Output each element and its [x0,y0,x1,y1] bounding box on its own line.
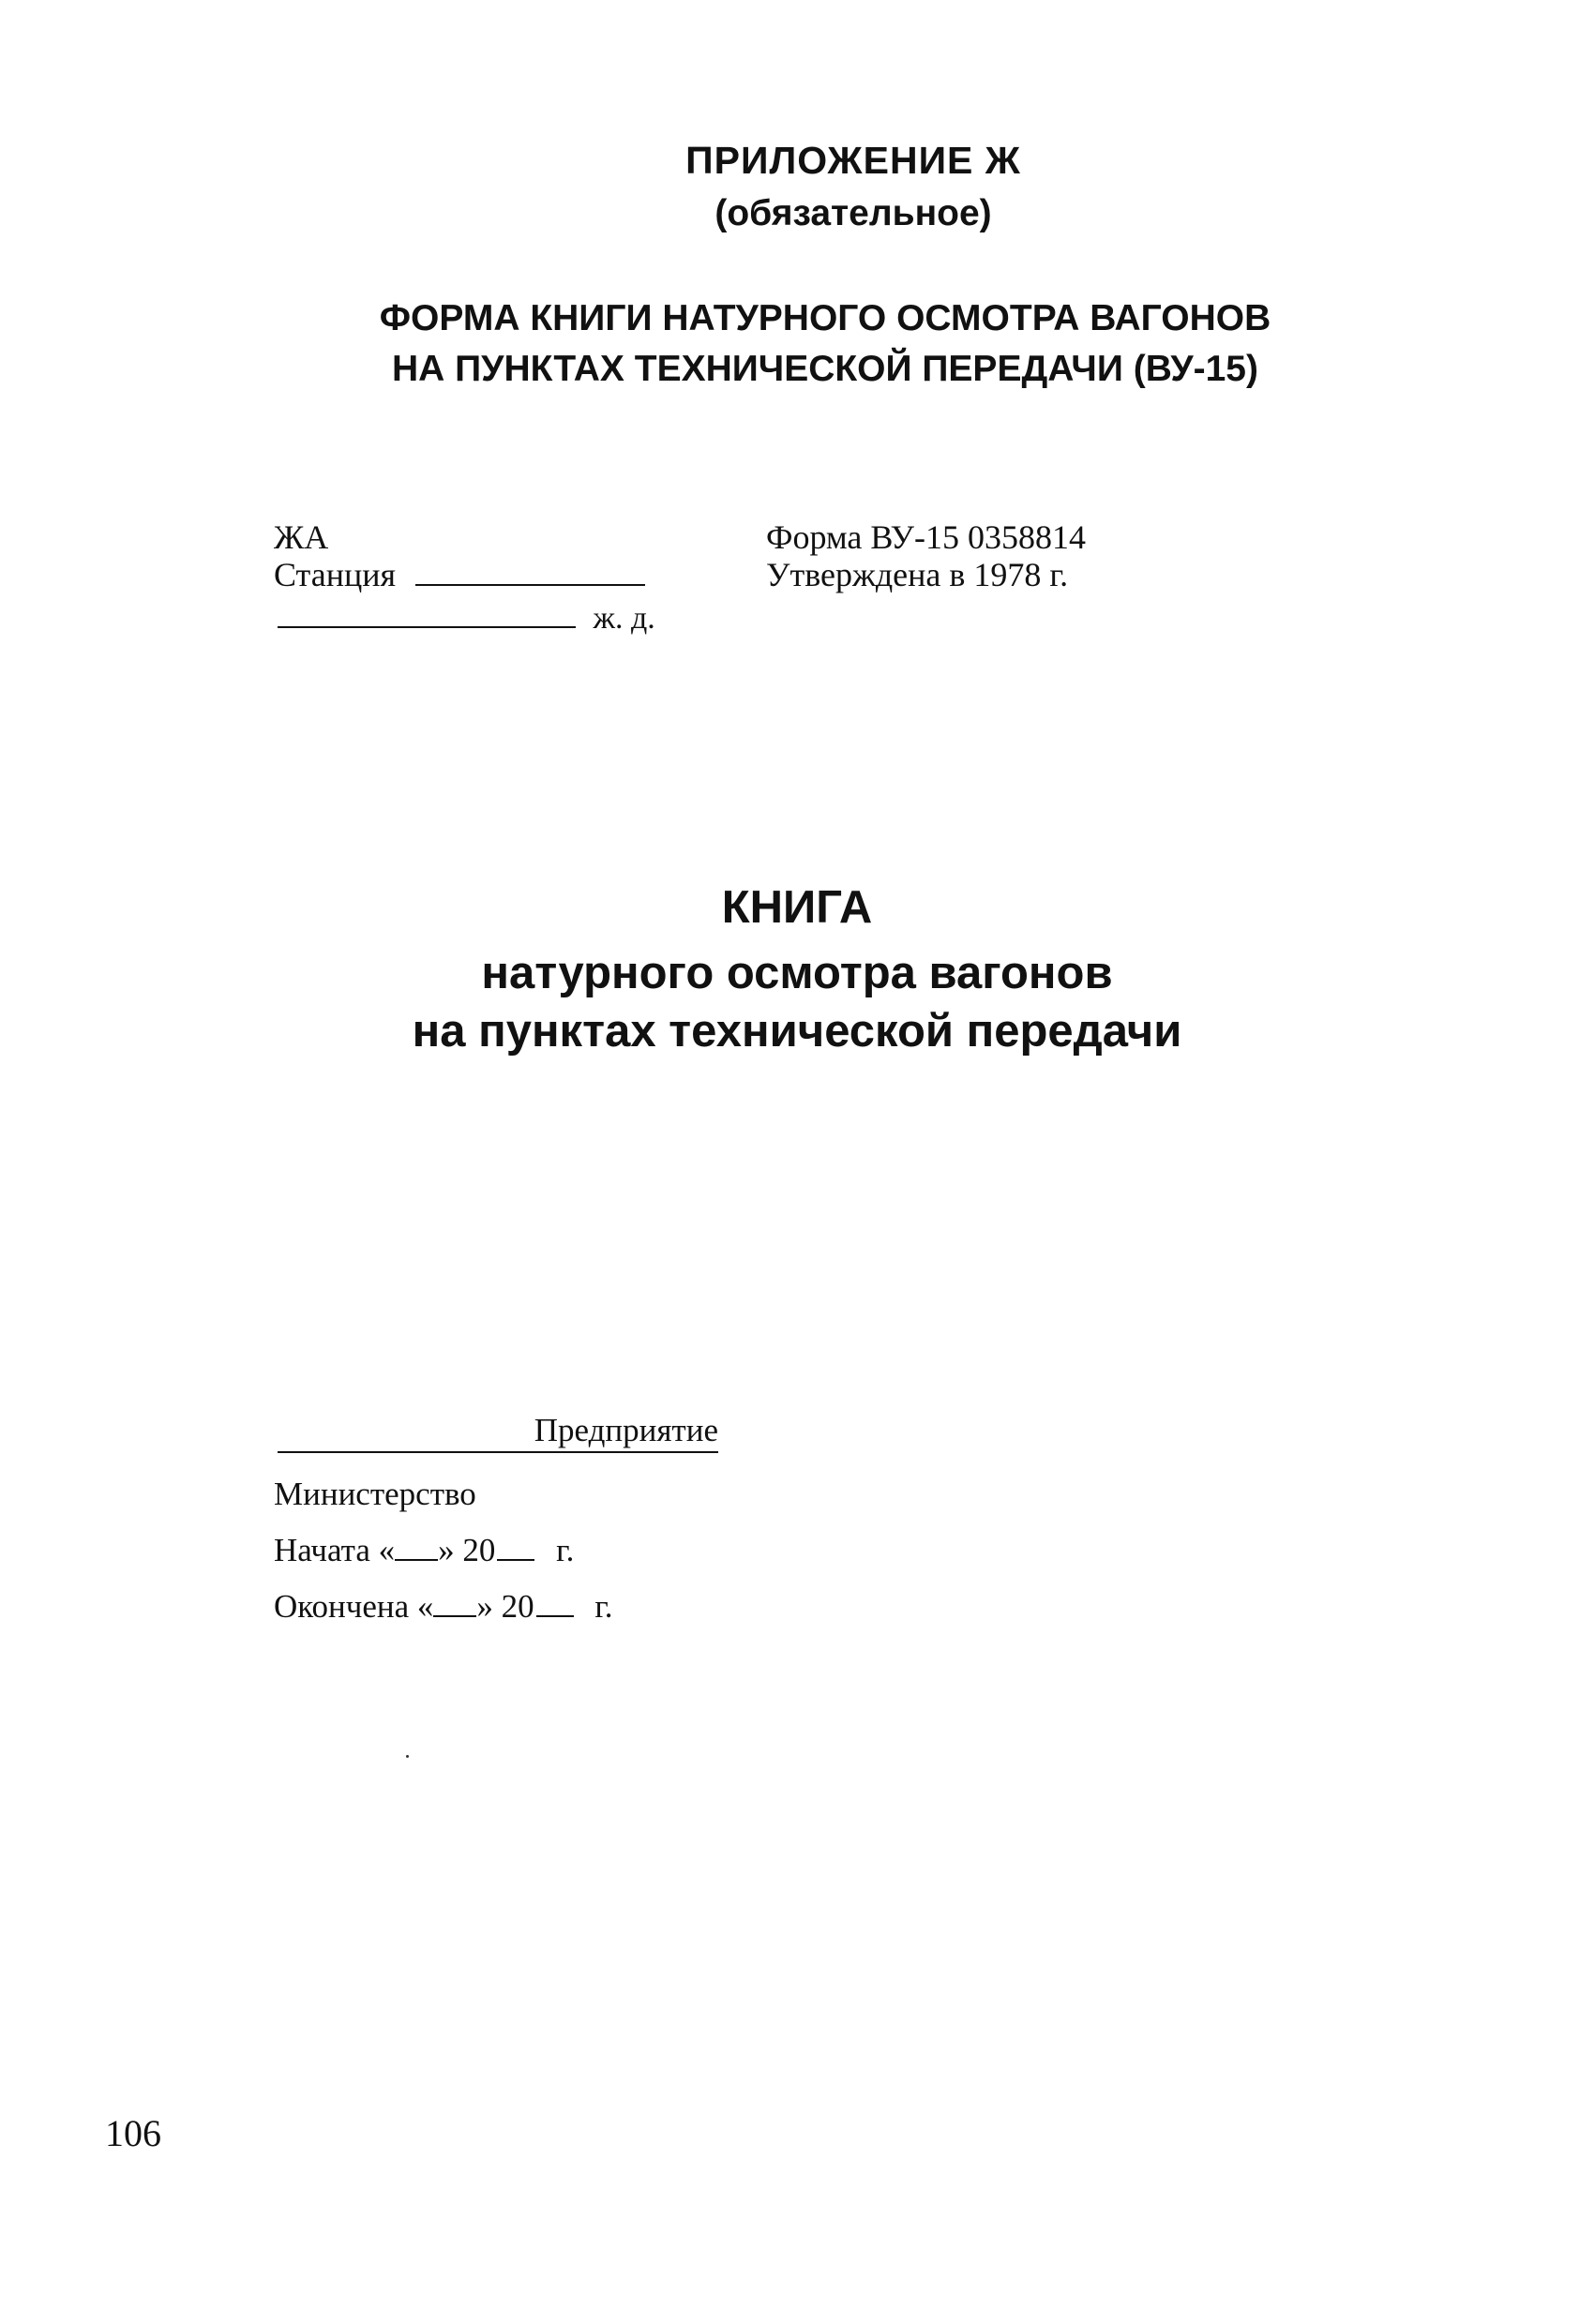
started-mid: » 20 [438,1532,496,1568]
finished-year-blank [536,1589,574,1617]
finished-mid: » 20 [476,1588,534,1625]
railway-field [278,598,655,637]
started-label: Начата « [274,1532,396,1568]
station-blank [415,556,645,586]
book-title-line2: натурного осмотра вагонов [481,948,1113,998]
station-label: Станция [274,556,397,593]
started-suffix: г. [556,1532,575,1568]
finished-label: Окончена « [274,1588,434,1625]
started-day-blank [395,1533,438,1561]
station-field [274,555,645,594]
appendix-title: ПРИЛОЖЕНИЕ Ж [685,139,1021,182]
ministry-label: Министерство [274,1476,476,1512]
finished-day-blank [433,1589,476,1617]
started-field [274,1532,574,1569]
enterprise-label: Предприятие [534,1412,718,1448]
org-code: ЖА [274,518,329,556]
scan-dot [406,1755,409,1758]
started-year-blank [497,1533,534,1561]
enterprise-blank [278,1412,718,1453]
approved-year: Утверждена в 1978 г. [766,556,1069,593]
finished-field [274,1588,613,1626]
book-title-line1: КНИГА [721,882,873,933]
form-title-line1: ФОРМА КНИГИ НАТУРНОГО ОСМОТРА ВАГОНОВ [379,298,1271,338]
railway-suffix: ж. д. [593,601,655,636]
enterprise-field [278,1412,718,1462]
finished-suffix: г. [594,1588,613,1625]
appendix-status: (обязательное) [714,193,992,233]
form-code: Форма ВУ-15 0358814 [766,518,1086,556]
page-number: 106 [105,2112,161,2154]
form-title-line2: НА ПУНКТАХ ТЕХНИЧЕСКОЙ ПЕРЕДАЧИ (ВУ-15) [391,349,1258,389]
railway-blank [278,598,576,628]
book-title-line3: на пунктах технической передачи [412,1006,1182,1057]
